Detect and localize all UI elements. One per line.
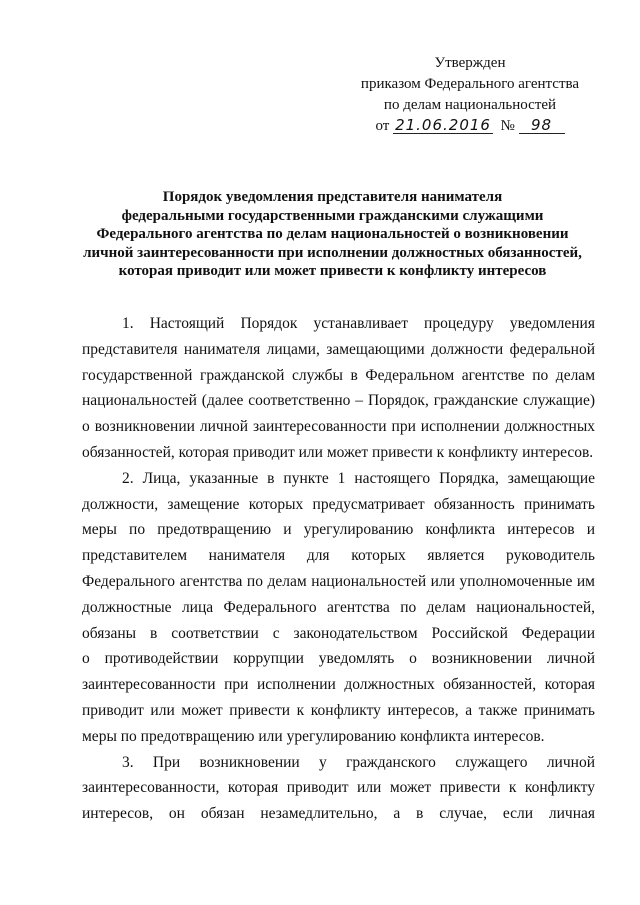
approval-stamp (345, 53, 595, 137)
approval-line-3: по делам национальностей (383, 97, 557, 113)
approval-date-line (345, 116, 595, 137)
body-line: национальностей (далее соответственно – Порядок, гражданские служащие) (82, 392, 595, 410)
body-line: заинтересованности, которая приводит или может привести к конфликту (82, 779, 595, 797)
document-body (82, 311, 595, 827)
document-title (70, 188, 595, 281)
body-line: меры по предотвращению или урегулированию конфликта интересов. (82, 727, 545, 745)
date-prefix: от (375, 118, 390, 134)
body-line: должностные лица Федерального агентства по делам национальностей, (82, 598, 595, 616)
body-line: меры по предотвращению и урегулированию конфликта интересов и (82, 521, 595, 539)
body-line: о противодействии коррупции уведомлять о возникновении личной (82, 650, 595, 668)
body-line: 1. Настоящий Порядок устанавливает процедуру уведомления (122, 315, 595, 332)
body-line: 2. Лица, указанные в пункте 1 настоящего Порядка, замещающие (122, 469, 595, 487)
title-line: которая приводит или может привести к конфликту интересов (118, 263, 547, 279)
body-line: интересов, он обязан незамедлительно, а в случае, если личная (82, 805, 595, 823)
body-line: обязанностей, которая приводит или может привести к конфликту интересов. (82, 443, 594, 461)
body-line: представителя нанимателя лицами, замещающими должности федеральной (82, 340, 595, 358)
title-line: личной заинтересованности при исполнении должностных обязанностей, (83, 244, 582, 261)
body-line: государственной гражданской службы в Федеральном агентстве по делам (82, 366, 595, 384)
body-line: обязаны в соответствии с законодательством Российской Федерации (82, 624, 595, 642)
body-line: приводит или может привести к конфликту интересов, а также принимать (82, 701, 595, 719)
title-line: федеральными государственными гражданскими служащими (121, 207, 544, 224)
body-line: представителем нанимателя для которых является руководитель (82, 547, 595, 565)
approval-line-1: Утвержден (434, 55, 506, 71)
body-line: 3. При возникновении у гражданского служащего личной (122, 753, 595, 771)
title-line: Федерального агентства по делам национальностей о возникновении (96, 226, 569, 242)
body-line: заинтересованности при исполнении должностных обязанностей, которая (82, 676, 595, 694)
handwritten-date: 21.06.2016 (395, 116, 491, 134)
body-line: должности, замещение которых предусматривает обязанность принимать (82, 495, 595, 513)
number-prefix: № (500, 118, 515, 134)
body-line: Федерального агентства по делам национальностей или уполномоченные им (82, 572, 595, 590)
body-line: о возникновении личной заинтересованности при исполнении должностных (82, 418, 595, 436)
approval-line-2: приказом Федерального агентства (360, 76, 580, 92)
handwritten-number: 98 (519, 117, 565, 134)
title-line: Порядок уведомления представителя нанимателя (162, 189, 503, 205)
